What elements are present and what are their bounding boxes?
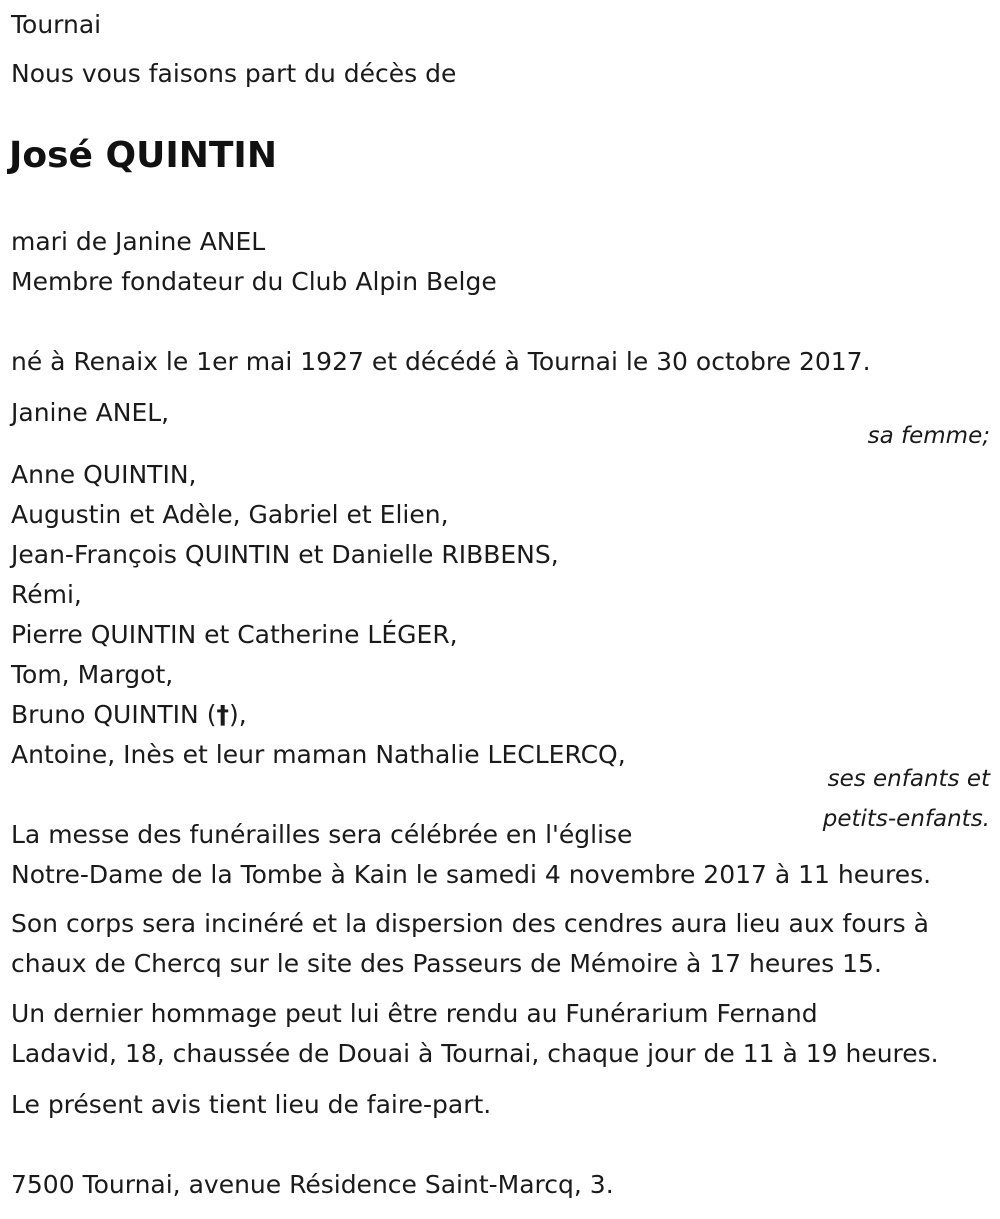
tribute-line-1: Un dernier hommage peut lui être rendu au Funérarium Fernand xyxy=(11,999,818,1028)
notice-line: Le présent avis tient lieu de faire-part. xyxy=(11,1090,492,1119)
address-line: 7500 Tournai, avenue Résidence Saint-Marcq, 3. xyxy=(11,1170,614,1199)
cross-icon: † xyxy=(216,700,229,729)
family-member-line: Tom, Margot, xyxy=(11,660,174,689)
role-line: Membre fondateur du Club Alpin Belge xyxy=(11,267,497,296)
family-member-line: Augustin et Adèle, Gabriel et Elien, xyxy=(11,500,449,529)
wife-relation: sa femme; xyxy=(867,423,990,449)
children-relation-line-2: petits-enfants. xyxy=(822,806,990,832)
mass-line-1: La messe des funérailles sera célébrée en l'église xyxy=(11,820,633,849)
cremation-line-1: Son corps sera incinéré et la dispersion des cendres aura lieu aux fours à xyxy=(11,909,929,938)
announcement-line: Nous vous faisons part du décès de xyxy=(11,59,457,88)
bruno-name: Bruno QUINTIN ( xyxy=(11,700,217,729)
family-member-line: Antoine, Inès et leur maman Nathalie LECLERCQ, xyxy=(11,740,626,769)
deceased-name: José QUINTIN xyxy=(9,135,277,176)
life-dates-line: né à Renaix le 1er mai 1927 et décédé à Tournai le 30 octobre 2017. xyxy=(11,347,871,376)
mass-line-2: Notre-Dame de la Tombe à Kain le samedi 4 novembre 2017 à 11 heures. xyxy=(11,860,932,889)
family-member-line: Jean-François QUINTIN et Danielle RIBBENS, xyxy=(11,540,559,569)
family-member-line: Rémi, xyxy=(11,580,82,609)
wife-name: Janine ANEL, xyxy=(11,398,170,427)
family-member-line: Pierre QUINTIN et Catherine LÉGER, xyxy=(11,620,458,649)
city-heading: Tournai xyxy=(11,10,102,39)
children-relation-line-1: ses enfants et xyxy=(827,766,990,792)
cremation-line-2: chaux de Chercq sur le site des Passeurs de Mémoire à 17 heures 15. xyxy=(11,949,882,978)
family-member-line-deceased xyxy=(11,695,247,735)
spouse-line: mari de Janine ANEL xyxy=(11,227,266,256)
bruno-close: ), xyxy=(228,700,247,729)
family-member-line: Anne QUINTIN, xyxy=(11,460,197,489)
tribute-line-2: Ladavid, 18, chaussée de Douai à Tournai, chaque jour de 11 à 19 heures. xyxy=(11,1039,939,1068)
